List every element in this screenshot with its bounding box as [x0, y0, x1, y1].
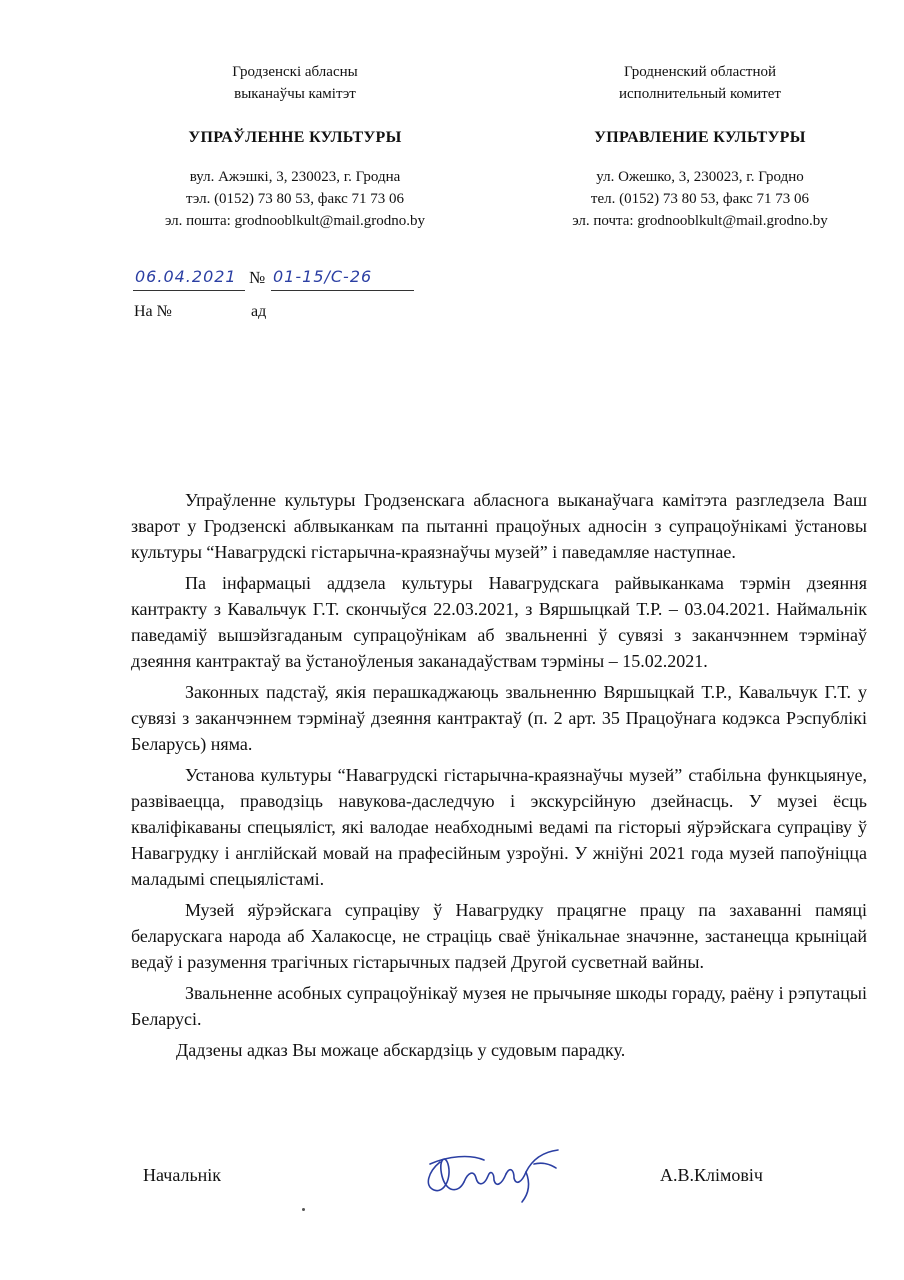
- body-paragraph: Па інфармацыі аддзела культуры Навагрудскага райвыканкама тэрмін дзеяння кантракту з Кавальчук Г.Т. скончыўся 22.03.2021, з Вяршыцкай Т.Р. – 03.04.2021. Наймальнік паведаміў вышэйзгаданым супрацоўнікам аб звальненні ў сувязі з заканчэннем тэрмінаў дзеяння кантрактаў ва ўстаноўленыя заканадаўствам тэрміны – 15.02.2021.: [131, 573, 867, 671]
- org-name-line1: Гродненский областной: [623, 64, 777, 80]
- body-paragraph: Звальненне асобных супрацоўнікаў музея не прычыняе шкоды гораду, раёну і рэпутацыі Беларусі.: [131, 983, 867, 1029]
- header-russian: [545, 61, 855, 232]
- registration-date-field: [133, 266, 245, 291]
- registration-number-field: [271, 266, 414, 291]
- phone: тэл. (0152) 73 80 53, факс 71 73 06: [185, 191, 405, 207]
- org-name-line2: исполнительный комитет: [618, 86, 781, 102]
- letter-body: [131, 487, 867, 1068]
- body-paragraph: Законных падстаў, якія перашкаджаюць звальненню Вяршыцкай Т.Р., Кавальчук Г.Т. у сувязі з заканчэннем тэрмінаў дзеяння кантрактаў (п. 2 арт. 35 Працоўнага кодэкса Рэспублікі Беларусь) няма.: [131, 682, 867, 754]
- number-sign: №: [249, 268, 266, 287]
- header-belarusian: [140, 61, 450, 232]
- body-paragraph: Музей яўрэйскага супраціву ў Навагрудку працягне працу па захаванні памяці беларускага народа аб Халакосце, не страціць сваё ўнікальнае значэнне, застанецца крыніцай ведаў і разумення трагічных гістарычных падзей Другой сусветнай вайны.: [131, 900, 867, 972]
- body-paragraph: Упраўленне культуры Гродзенскага абласнога выканаўчага камітэта разгледзела Ваш зварот у Гродзенскі аблвыканкам па пытанні працоўных адносін з супрацоўнікамі ўстановы культуры “Навагрудскі гістарычна-краязнаўчы музей” і паведамляе наступнае.: [131, 490, 867, 562]
- email: эл. почта: grodnooblkult@mail.grodno.by: [572, 213, 828, 229]
- address: ул. Ожешко, 3, 230023, г. Гродно: [596, 169, 804, 185]
- org-name-line2: выканаўчы камітэт: [234, 86, 356, 102]
- signatory-name: А.В.Клімовіч: [660, 1165, 763, 1185]
- phone: тел. (0152) 73 80 53, факс 71 73 06: [590, 191, 810, 207]
- registration-date: 06.04.2021: [135, 267, 237, 286]
- address: вул. Ажэшкі, 3, 230023, г. Гродна: [189, 169, 401, 185]
- registration-number: 01-15/С-26: [273, 267, 373, 286]
- department-title: УПРАВЛЕНИЕ КУЛЬТУРЫ: [594, 129, 806, 146]
- body-paragraph: Дадзены адказ Вы можаце абскардзіць у судовым парадку.: [176, 1040, 626, 1060]
- department-title: УПРАЎЛЕННЕ КУЛЬТУРЫ: [188, 129, 402, 146]
- email: эл. пошта: grodnooblkult@mail.grodno.by: [164, 213, 425, 229]
- signature-icon: [418, 1142, 578, 1207]
- body-paragraph: Установа культуры “Навагрудскі гістарычна-краязнаўчы музей” стабільна функцыянуе, развіваецца, праводзіць навукова-даследчую і экскурсійную дзейнасць. У музеі ёсць кваліфікаваны спецыяліст, які валодае неабходнымі ведамі па гісторыі яўрэйскага супраціву ў Навагрудку і англійскай мовай на прафесійным узроўні. У жніўні 2021 года музей папоўніцца маладымі спецыялістамі.: [131, 765, 867, 889]
- reply-from-label: ад: [251, 303, 267, 320]
- reply-number-label: На №: [134, 303, 172, 320]
- org-name-line1: Гродзенскі абласны: [232, 64, 358, 80]
- handwritten-signature: [418, 1142, 578, 1212]
- scan-speck: [302, 1208, 305, 1211]
- signatory-title: Начальнік: [143, 1165, 222, 1185]
